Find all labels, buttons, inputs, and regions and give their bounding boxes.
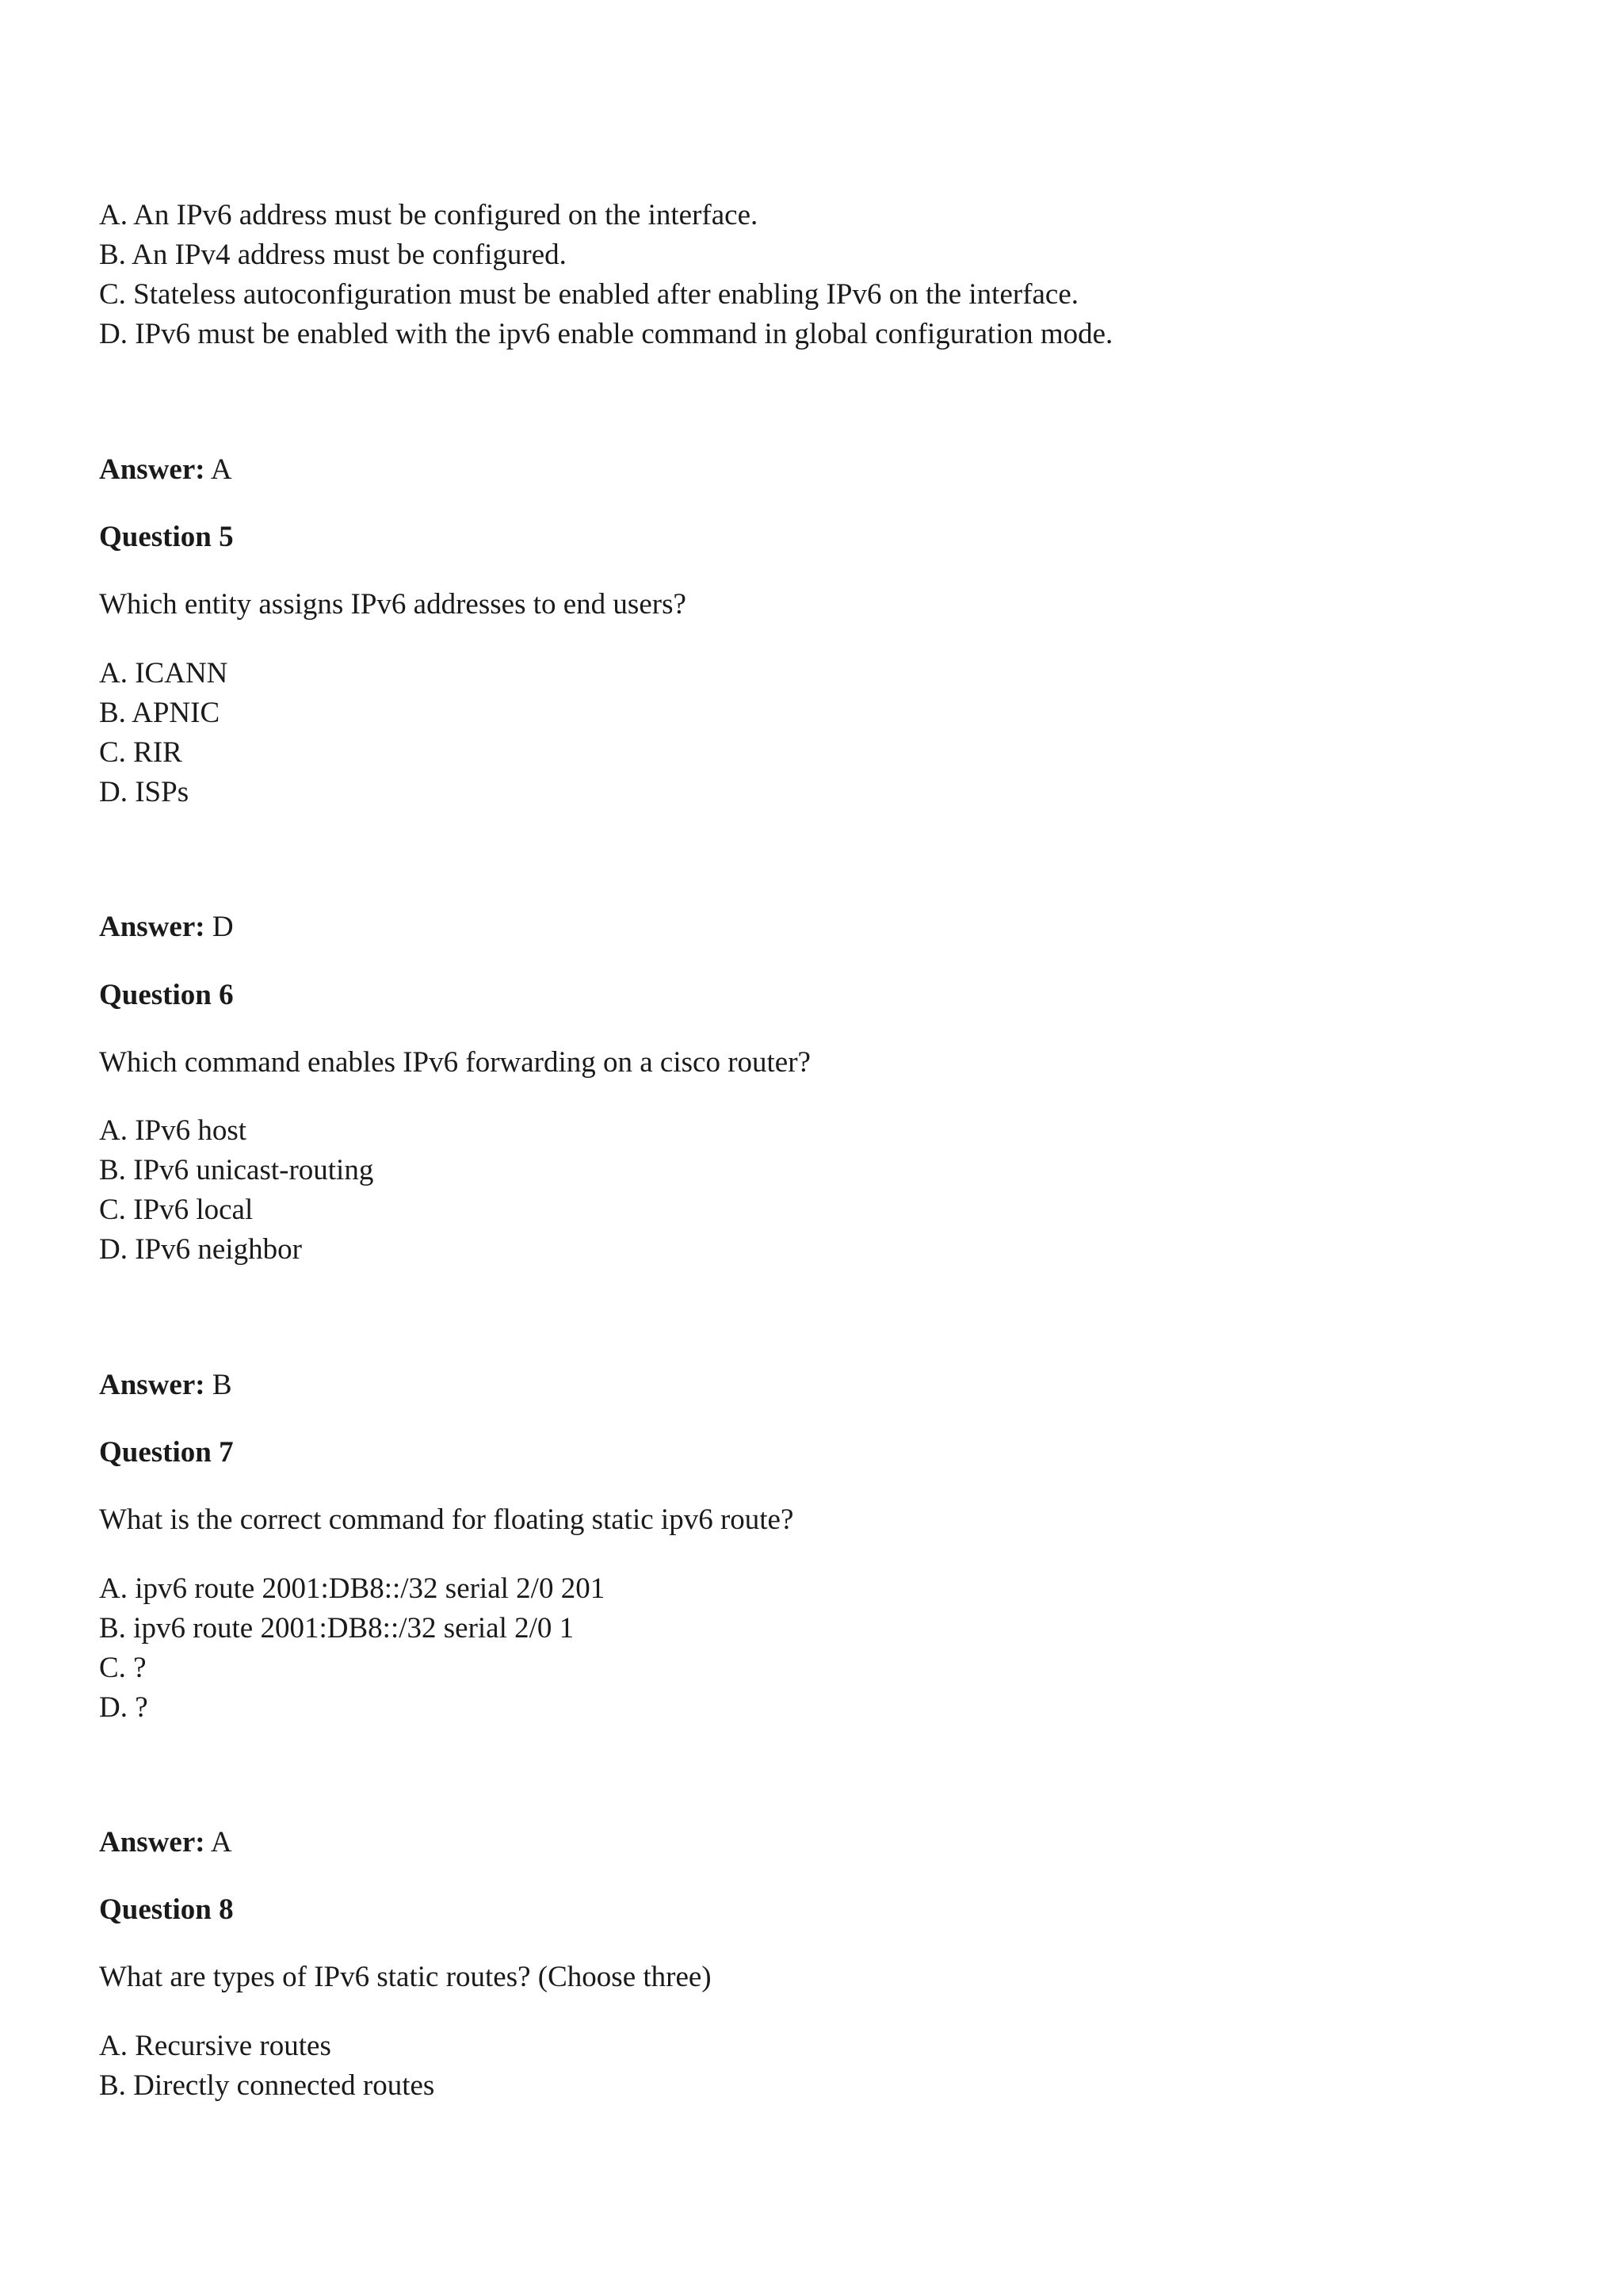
q8-title: Question 8 [99, 1893, 234, 1926]
q6-text: Which command enables IPv6 forwarding on a cisco router? [99, 1046, 811, 1079]
q6-option-a: A. IPv6 host [99, 1114, 247, 1147]
q5-option-d: D. ISPs [99, 776, 189, 808]
q6-title: Question 6 [99, 979, 234, 1011]
q6-option-b: B. IPv6 unicast-routing [99, 1154, 374, 1186]
answer-value: B [212, 1369, 232, 1401]
answer-label: Answer: [99, 1369, 205, 1401]
q4-option-b: B. An IPv4 address must be configured. [99, 239, 567, 271]
answer-value: D [212, 911, 234, 943]
q7-option-c: C. ? [99, 1652, 147, 1684]
answer-value: A [210, 1826, 232, 1859]
answer-label: Answer: [99, 1826, 205, 1859]
q4-option-c: C. Stateless autoconfiguration must be enabled after enabling IPv6 on the interface. [99, 278, 1079, 311]
q4-option-d: D. IPv6 must be enabled with the ipv6 enable command in global configuration mode. [99, 318, 1113, 350]
q4-answer [99, 453, 232, 487]
q6-option-d: D. IPv6 neighbor [99, 1233, 302, 1266]
q8-option-b: B. Directly connected routes [99, 2069, 435, 2102]
q7-option-b: B. ipv6 route 2001:DB8::/32 serial 2/0 1 [99, 1612, 575, 1645]
q8-option-a: A. Recursive routes [99, 2030, 331, 2062]
q7-option-a: A. ipv6 route 2001:DB8::/32 serial 2/0 201 [99, 1572, 605, 1605]
q7-text: What is the correct command for floating static ipv6 route? [99, 1503, 794, 1536]
q8-text: What are types of IPv6 static routes? (Choose three) [99, 1961, 712, 1993]
q7-answer [99, 1825, 232, 1860]
q5-answer [99, 910, 234, 945]
q5-option-b: B. APNIC [99, 697, 220, 729]
answer-value: A [210, 453, 232, 486]
q5-text: Which entity assigns IPv6 addresses to end users? [99, 588, 686, 621]
q5-option-c: C. RIR [99, 736, 182, 769]
q6-option-c: C. IPv6 local [99, 1194, 254, 1226]
q5-title: Question 5 [99, 521, 234, 553]
q4-option-a: A. An IPv6 address must be configured on the interface. [99, 199, 758, 231]
answer-label: Answer: [99, 453, 205, 486]
q7-title: Question 7 [99, 1436, 234, 1469]
q5-option-a: A. ICANN [99, 657, 228, 690]
q6-answer [99, 1368, 232, 1403]
answer-label: Answer: [99, 911, 205, 943]
q7-option-d: D. ? [99, 1691, 148, 1724]
